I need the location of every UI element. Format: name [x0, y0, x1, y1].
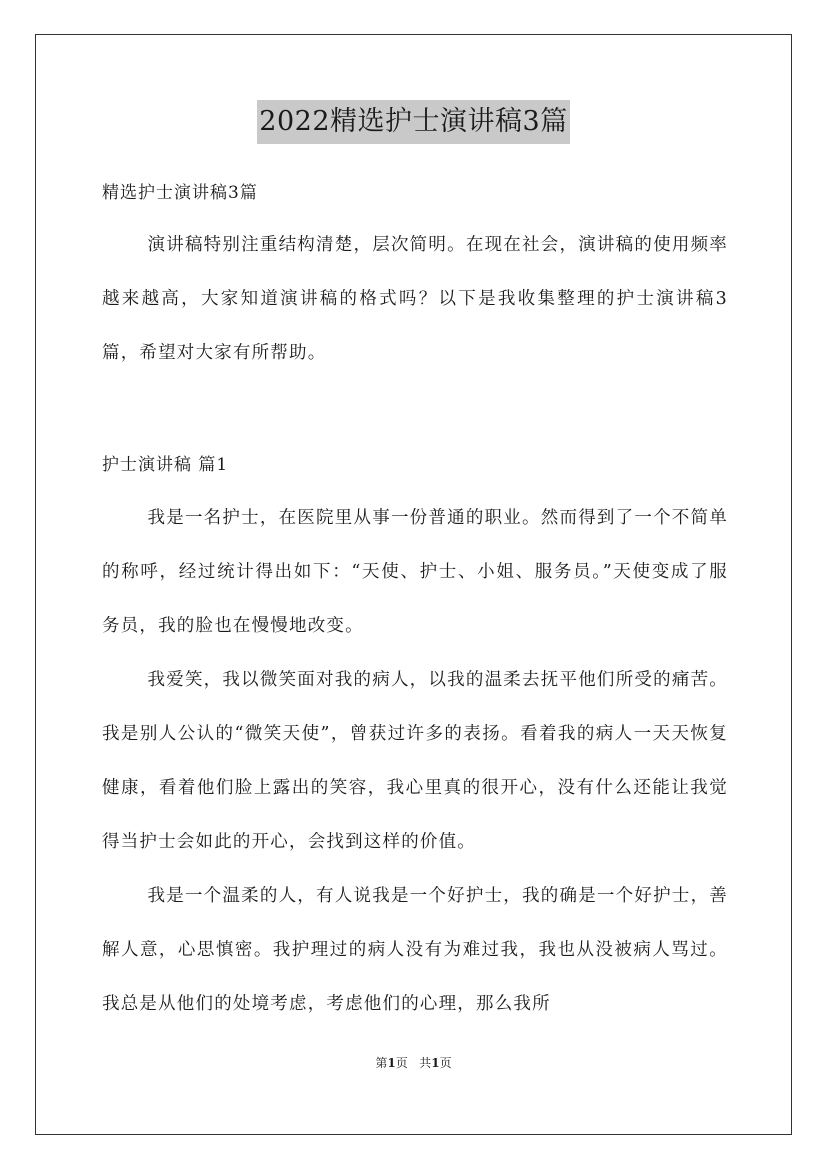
total-pages-number: 1 [431, 1056, 440, 1070]
body-paragraph-2: 我爱笑，我以微笑面对我的病人，以我的温柔去抚平他们所受的痛苦。我是别人公认的“微笑天使”，曾获过许多的表扬。看着我的病人一天天恢复健康，看着他们脸上露出的笑容，我心里真的很开心，没有什么还能让我觉得当护士会如此的开心，会找到这样的价值。 [102, 670, 728, 852]
section-heading-1: 护士演讲稿 篇1 [102, 455, 229, 475]
document-title: 2022精选护士演讲稿3篇 [257, 100, 569, 144]
body-paragraph-1: 我是一名护士，在医院里从事一份普通的职业。然而得到了一个不简单的称呼，经过统计得出如下：“天使、护士、小姐、服务员。”天使变成了服务员，我的脸也在慢慢地改变。 [102, 508, 728, 636]
document-subtitle: 精选护士演讲稿3篇 [102, 183, 258, 203]
total-label-suffix: 页 [439, 1056, 452, 1070]
page-footer [0, 1054, 827, 1072]
title-container [0, 100, 827, 144]
current-page-number: 1 [387, 1056, 396, 1070]
page-label-prefix: 第 [375, 1056, 388, 1070]
page-label-suffix: 页 [395, 1056, 408, 1070]
body-paragraph-3: 我是一个温柔的人，有人说我是一个好护士，我的确是一个好护士，善解人意，心思慎密。我护理过的病人没有为难过我，我也从没被病人骂过。我总是从他们的处境考虑，考虑他们的心理，那么我所 [102, 886, 728, 1014]
total-label-prefix: 共 [419, 1056, 432, 1070]
intro-paragraph: 演讲稿特别注重结构清楚，层次简明。在现在社会，演讲稿的使用频率越来越高，大家知道演讲稿的格式吗？以下是我收集整理的护士演讲稿3篇，希望对大家有所帮助。 [102, 235, 728, 363]
